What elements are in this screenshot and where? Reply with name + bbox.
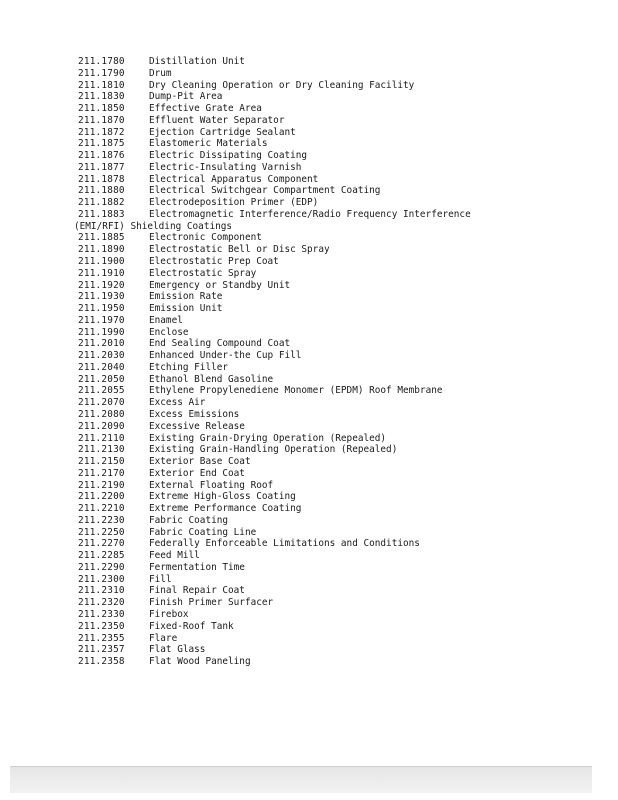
section-number: 211.1990 — [78, 326, 125, 338]
definition-row — [78, 656, 598, 668]
definition-row — [78, 127, 598, 139]
defined-term: Enamel — [149, 314, 183, 326]
definition-row — [78, 256, 598, 268]
definition-row — [78, 80, 598, 92]
defined-term: Excess Air — [149, 397, 206, 409]
definition-row — [78, 527, 598, 539]
section-number: 211.2270 — [78, 538, 125, 550]
section-number: 211.2320 — [78, 597, 125, 609]
section-number: 211.1870 — [78, 114, 125, 126]
section-number: 211.2350 — [78, 620, 125, 632]
section-number: 211.1790 — [78, 67, 125, 79]
defined-term: Electrodeposition Primer (EDP) — [149, 197, 319, 209]
defined-term: Extreme Performance Coating — [149, 503, 302, 515]
section-number: 211.2040 — [78, 361, 125, 373]
definition-row — [78, 303, 598, 315]
definition-row — [78, 232, 598, 244]
section-number: 211.1880 — [78, 185, 125, 197]
section-number: 211.2230 — [78, 514, 125, 526]
defined-term: Finish Primer Surfacer — [149, 597, 274, 609]
defined-term: Existing Grain-Handling Operation (Repealed) — [149, 444, 398, 456]
definition-row — [78, 150, 598, 162]
section-number: 211.2310 — [78, 585, 125, 597]
definition-row — [78, 468, 598, 480]
defined-term: Firebox — [149, 608, 189, 620]
definition-row — [78, 409, 598, 421]
defined-term: Fixed-Roof Tank — [149, 620, 234, 632]
defined-term: Enhanced Under-the Cup Fill — [149, 350, 302, 362]
defined-term: Fabric Coating — [149, 514, 229, 526]
section-number: 211.1930 — [78, 291, 125, 303]
definition-row — [78, 138, 598, 150]
defined-term: Feed Mill — [149, 550, 200, 562]
section-number: 211.2070 — [78, 397, 125, 409]
defined-term: Flat Glass — [149, 644, 206, 656]
section-number: 211.2030 — [78, 350, 125, 362]
definition-row — [74, 221, 594, 233]
definition-row — [78, 633, 598, 645]
defined-term: Ethylene Propylenediene Monomer (EPDM) Roof Membrane — [149, 385, 443, 397]
definition-row — [78, 621, 598, 633]
defined-term: Electric-Insulating Varnish — [149, 161, 302, 173]
defined-term: Fermentation Time — [149, 561, 245, 573]
defined-term: Electrical Apparatus Component — [149, 173, 319, 185]
section-number: 211.2050 — [78, 373, 125, 385]
section-number: 211.2090 — [78, 420, 125, 432]
definition-row — [78, 338, 598, 350]
definition-row — [78, 609, 598, 621]
definition-row — [78, 385, 598, 397]
definition-row — [78, 268, 598, 280]
section-number: 211.2330 — [78, 608, 125, 620]
section-number: 211.1920 — [78, 279, 125, 291]
defined-term: Fabric Coating Line — [149, 526, 257, 538]
section-number: 211.2110 — [78, 432, 125, 444]
defined-term: Electric Dissipating Coating — [149, 150, 308, 162]
definition-row — [78, 444, 598, 456]
section-number: 211.1950 — [78, 303, 125, 315]
definition-row — [78, 68, 598, 80]
defined-term: Electrical Switchgear Compartment Coating — [149, 185, 381, 197]
defined-term: Fill — [149, 573, 172, 585]
definition-row — [78, 291, 598, 303]
definition-row — [78, 91, 598, 103]
definition-row — [78, 350, 598, 362]
section-number: 211.1910 — [78, 267, 125, 279]
defined-term: Dump-Pit Area — [149, 91, 223, 103]
defined-term: Drum — [149, 67, 172, 79]
definition-row — [78, 244, 598, 256]
definition-row — [78, 327, 598, 339]
definition-row — [78, 362, 598, 374]
section-number: 211.1878 — [78, 173, 125, 185]
definition-row — [78, 56, 598, 68]
section-number: 211.2130 — [78, 444, 125, 456]
definition-row — [78, 397, 598, 409]
defined-term: Emergency or Standby Unit — [149, 279, 291, 291]
defined-term: Electrostatic Bell or Disc Spray — [149, 244, 330, 256]
definition-row — [78, 456, 598, 468]
section-number: 211.1900 — [78, 256, 125, 268]
defined-term: End Sealing Compound Coat — [149, 338, 291, 350]
section-number: 211.1970 — [78, 314, 125, 326]
defined-term: Etching Filler — [149, 361, 229, 373]
definition-row — [78, 503, 598, 515]
defined-term: Elastomeric Materials — [149, 138, 268, 150]
defined-term: Effective Grate Area — [149, 103, 262, 115]
definition-row — [78, 574, 598, 586]
definition-row — [78, 480, 598, 492]
defined-term: Extreme High-Gloss Coating — [149, 491, 296, 503]
section-number: 211.1877 — [78, 161, 125, 173]
section-number: 211.2170 — [78, 467, 125, 479]
defined-term-continuation: (EMI/RFI) Shielding Coatings — [74, 220, 233, 232]
section-number: 211.1810 — [78, 79, 125, 91]
section-number: 211.2010 — [78, 338, 125, 350]
definition-row — [78, 162, 598, 174]
defined-term: Exterior End Coat — [149, 467, 245, 479]
defined-term: Electrostatic Spray — [149, 267, 257, 279]
section-number: 211.2190 — [78, 479, 125, 491]
section-number: 211.1872 — [78, 126, 125, 138]
section-number: 211.2357 — [78, 644, 125, 656]
definition-row — [78, 280, 598, 292]
definition-row — [78, 174, 598, 186]
footer-bar — [10, 766, 592, 793]
defined-term: Distillation Unit — [149, 56, 245, 67]
section-number: 211.2300 — [78, 573, 125, 585]
definition-row — [78, 185, 598, 197]
section-number: 211.2290 — [78, 561, 125, 573]
definition-row — [78, 644, 598, 656]
definition-row — [78, 315, 598, 327]
defined-term: Federally Enforceable Limitations and Conditions — [149, 538, 420, 550]
defined-term: Enclose — [149, 326, 189, 338]
section-number: 211.1882 — [78, 197, 125, 209]
definition-row — [78, 585, 598, 597]
section-number: 211.2210 — [78, 503, 125, 515]
definition-list — [74, 56, 598, 668]
definition-row — [78, 197, 598, 209]
definition-row — [78, 374, 598, 386]
defined-term: Electromagnetic Interference/Radio Frequency Interference — [149, 208, 471, 220]
definition-row — [78, 491, 598, 503]
section-number: 211.1885 — [78, 232, 125, 244]
defined-term: Effluent Water Separator — [149, 114, 285, 126]
section-number: 211.1890 — [78, 244, 125, 256]
definition-row — [78, 562, 598, 574]
defined-term: Flat Wood Paneling — [149, 656, 251, 668]
defined-term: Final Repair Coat — [149, 585, 245, 597]
defined-term: Emission Rate — [149, 291, 223, 303]
definition-row — [78, 209, 598, 221]
defined-term: Existing Grain-Drying Operation (Repealed) — [149, 432, 387, 444]
section-number: 211.2285 — [78, 550, 125, 562]
section-number: 211.2080 — [78, 408, 125, 420]
section-number: 211.2355 — [78, 632, 125, 644]
section-number: 211.2250 — [78, 526, 125, 538]
section-number: 211.1850 — [78, 103, 125, 115]
defined-term: Exterior Base Coat — [149, 456, 251, 468]
defined-term: Dry Cleaning Operation or Dry Cleaning Facility — [149, 79, 415, 91]
section-number: 211.2358 — [78, 656, 125, 668]
section-number: 211.1875 — [78, 138, 125, 150]
definition-row — [78, 421, 598, 433]
defined-term: Flare — [149, 632, 178, 644]
section-number: 211.1780 — [78, 56, 125, 67]
definition-row — [78, 115, 598, 127]
defined-term: Electrostatic Prep Coat — [149, 256, 279, 268]
definition-row — [78, 550, 598, 562]
defined-term: Ethanol Blend Gasoline — [149, 373, 274, 385]
defined-term: Emission Unit — [149, 303, 223, 315]
definition-row — [78, 103, 598, 115]
definition-row — [78, 515, 598, 527]
definition-row — [78, 433, 598, 445]
definition-row — [78, 597, 598, 609]
defined-term: Ejection Cartridge Sealant — [149, 126, 296, 138]
defined-term: Excess Emissions — [149, 408, 240, 420]
defined-term: Excessive Release — [149, 420, 245, 432]
section-number: 211.1883 — [78, 208, 125, 220]
section-number: 211.2200 — [78, 491, 125, 503]
defined-term: External Floating Roof — [149, 479, 274, 491]
section-number: 211.1830 — [78, 91, 125, 103]
section-number: 211.2055 — [78, 385, 125, 397]
definition-row — [78, 538, 598, 550]
section-number: 211.2150 — [78, 456, 125, 468]
section-number: 211.1876 — [78, 150, 125, 162]
defined-term: Electronic Component — [149, 232, 262, 244]
